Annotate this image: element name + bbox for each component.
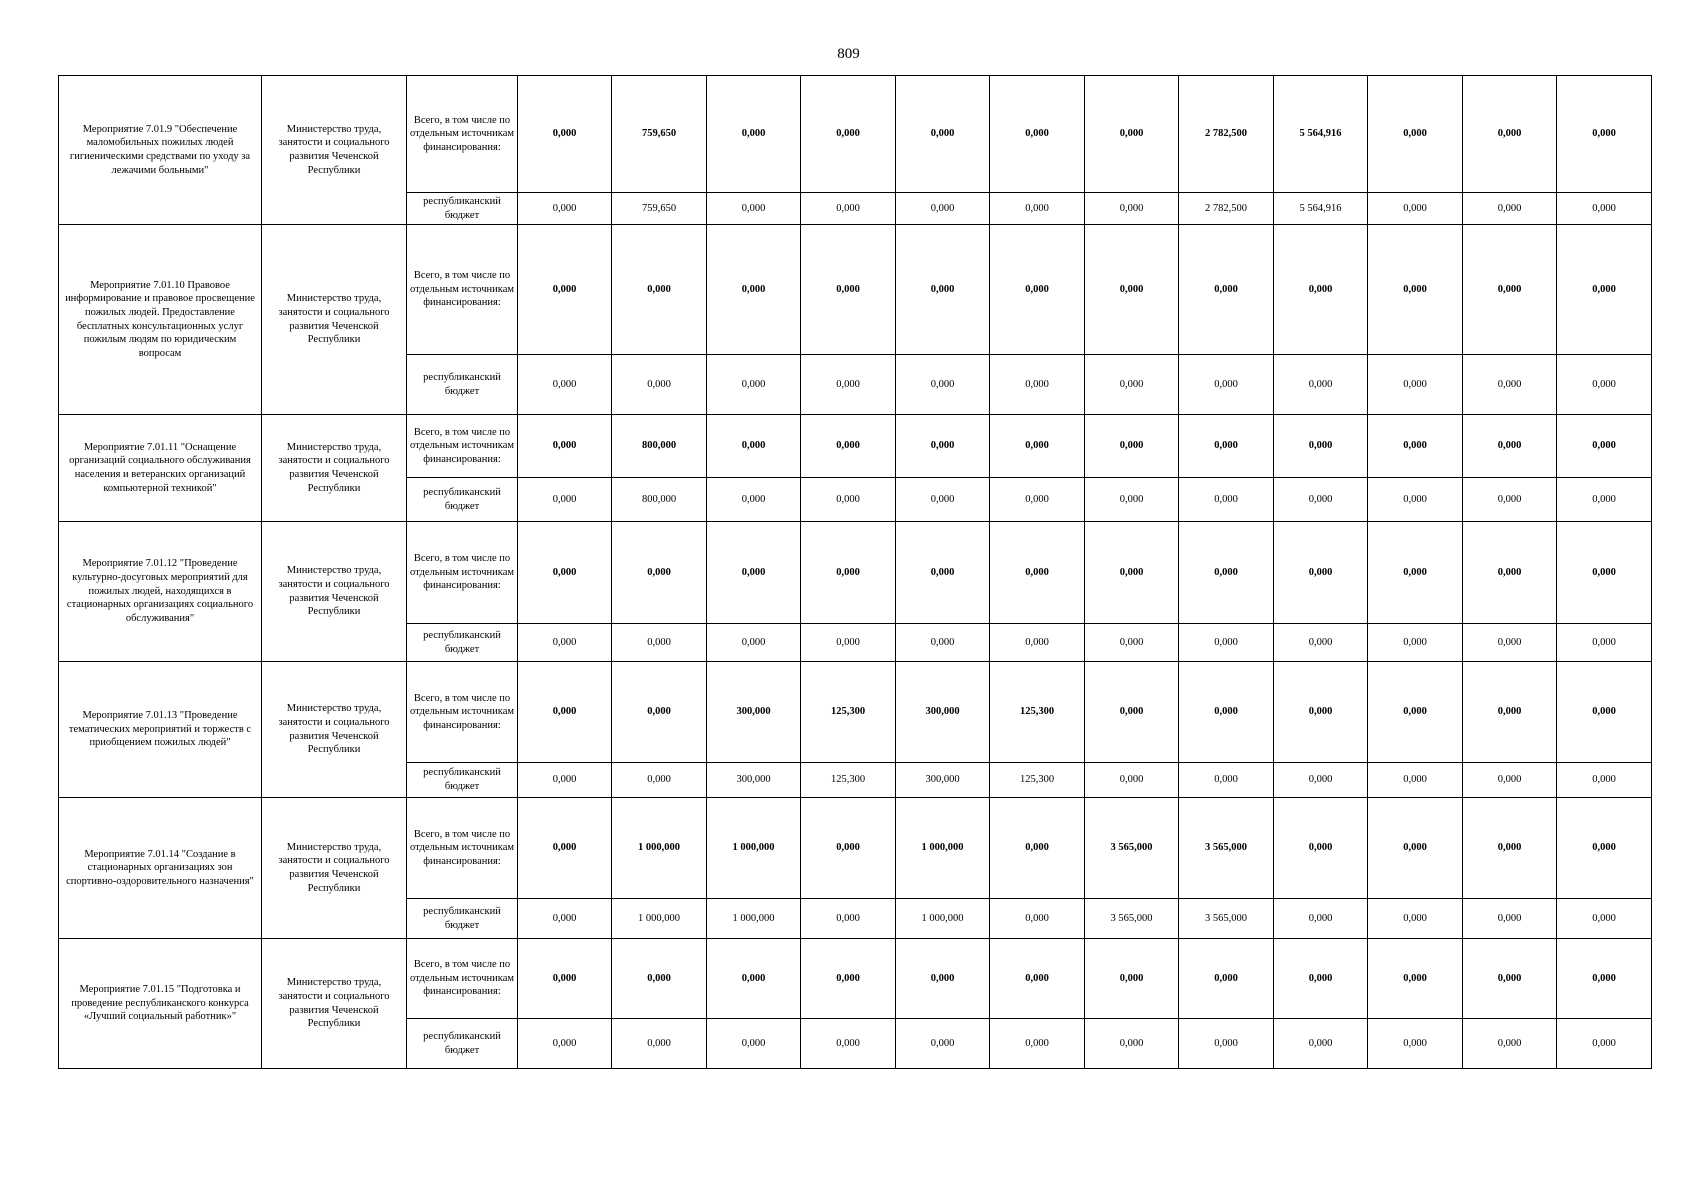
total-value-cell: 0,000 [1463, 939, 1557, 1019]
funding-table [58, 75, 1652, 1069]
budget-value-cell: 800,000 [612, 478, 707, 522]
total-value-cell: 0,000 [1179, 662, 1274, 763]
budget-value-cell: 0,000 [518, 478, 612, 522]
funding-source-budget-cell: республиканский бюджет [407, 478, 518, 522]
total-value-cell: 0,000 [1179, 939, 1274, 1019]
total-value-cell: 759,650 [612, 76, 707, 193]
budget-value-cell: 0,000 [1368, 355, 1463, 415]
total-value-cell: 0,000 [518, 662, 612, 763]
total-value-cell: 0,000 [1368, 662, 1463, 763]
budget-value-cell: 0,000 [1179, 478, 1274, 522]
budget-value-cell: 0,000 [1557, 624, 1652, 662]
budget-value-cell: 0,000 [1085, 624, 1179, 662]
total-value-cell: 0,000 [518, 522, 612, 624]
total-value-cell: 0,000 [990, 225, 1085, 355]
budget-value-cell: 1 000,000 [896, 899, 990, 939]
budget-value-cell: 0,000 [896, 1019, 990, 1069]
total-value-cell: 0,000 [896, 522, 990, 624]
budget-value-cell: 0,000 [1085, 1019, 1179, 1069]
budget-value-cell: 0,000 [1368, 478, 1463, 522]
total-value-cell: 0,000 [707, 522, 801, 624]
budget-value-cell: 0,000 [896, 193, 990, 225]
total-value-cell: 0,000 [990, 76, 1085, 193]
budget-value-cell: 0,000 [1463, 193, 1557, 225]
budget-value-cell: 300,000 [896, 763, 990, 798]
total-value-cell: 0,000 [1274, 662, 1368, 763]
total-value-cell: 0,000 [1463, 522, 1557, 624]
total-value-cell: 0,000 [1463, 415, 1557, 478]
total-value-cell: 0,000 [990, 522, 1085, 624]
table-row-total [59, 225, 1652, 355]
total-value-cell: 3 565,000 [1179, 798, 1274, 899]
budget-value-cell: 0,000 [1274, 763, 1368, 798]
total-value-cell: 0,000 [1557, 415, 1652, 478]
total-value-cell: 0,000 [801, 522, 896, 624]
total-value-cell: 0,000 [990, 798, 1085, 899]
total-value-cell: 0,000 [1463, 798, 1557, 899]
total-value-cell: 125,300 [801, 662, 896, 763]
total-value-cell: 0,000 [1463, 662, 1557, 763]
budget-value-cell: 0,000 [1274, 1019, 1368, 1069]
total-value-cell: 0,000 [518, 76, 612, 193]
total-value-cell: 0,000 [1557, 522, 1652, 624]
total-value-cell: 0,000 [518, 939, 612, 1019]
total-value-cell: 0,000 [518, 798, 612, 899]
table-body [59, 76, 1652, 1069]
total-value-cell: 1 000,000 [896, 798, 990, 899]
budget-value-cell: 125,300 [801, 763, 896, 798]
responsible-org-cell: Министерство труда, занятости и социального развития Чеченской Республики [262, 798, 407, 939]
budget-value-cell: 0,000 [612, 763, 707, 798]
event-name-cell: Мероприятие 7.01.10 Правовое информирование и правовое просвещение пожилых людей. Предоставление бесплатных консультационных услуг пожилым людям по юридическим вопросам [59, 225, 262, 415]
budget-value-cell: 1 000,000 [707, 899, 801, 939]
budget-value-cell: 0,000 [518, 763, 612, 798]
total-value-cell: 0,000 [990, 939, 1085, 1019]
total-value-cell: 0,000 [1557, 662, 1652, 763]
budget-value-cell: 0,000 [801, 193, 896, 225]
budget-value-cell: 0,000 [801, 624, 896, 662]
budget-value-cell: 0,000 [518, 1019, 612, 1069]
budget-value-cell: 0,000 [896, 478, 990, 522]
total-value-cell: 0,000 [1085, 225, 1179, 355]
budget-value-cell: 0,000 [707, 478, 801, 522]
table-row-total [59, 76, 1652, 193]
funding-source-budget-cell: республиканский бюджет [407, 899, 518, 939]
budget-value-cell: 0,000 [518, 899, 612, 939]
total-value-cell: 0,000 [801, 939, 896, 1019]
budget-value-cell: 0,000 [801, 478, 896, 522]
total-value-cell: 300,000 [896, 662, 990, 763]
funding-source-total-cell: Всего, в том числе по отдельным источникам финансирования: [407, 798, 518, 899]
budget-value-cell: 0,000 [612, 355, 707, 415]
total-value-cell: 125,300 [990, 662, 1085, 763]
total-value-cell: 0,000 [1274, 939, 1368, 1019]
total-value-cell: 0,000 [1368, 76, 1463, 193]
budget-value-cell: 0,000 [1557, 899, 1652, 939]
funding-source-budget-cell: республиканский бюджет [407, 193, 518, 225]
budget-value-cell: 0,000 [990, 355, 1085, 415]
event-name-cell: Мероприятие 7.01.15 "Подготовка и проведение республиканского конкурса «Лучший социальный работник»" [59, 939, 262, 1069]
total-value-cell: 0,000 [707, 415, 801, 478]
total-value-cell: 0,000 [1085, 522, 1179, 624]
event-name-cell: Мероприятие 7.01.9 "Обеспечение маломобильных пожилых людей гигиеническими средствами по уходу за лежачими больными" [59, 76, 262, 225]
budget-value-cell: 0,000 [1368, 1019, 1463, 1069]
event-name-cell: Мероприятие 7.01.13 "Проведение тематических мероприятий и торжеств с приобщением пожилых людей" [59, 662, 262, 798]
total-value-cell: 0,000 [1179, 225, 1274, 355]
total-value-cell: 0,000 [612, 522, 707, 624]
budget-value-cell: 300,000 [707, 763, 801, 798]
total-value-cell: 1 000,000 [707, 798, 801, 899]
budget-value-cell: 0,000 [1085, 763, 1179, 798]
total-value-cell: 1 000,000 [612, 798, 707, 899]
budget-value-cell: 0,000 [1463, 899, 1557, 939]
budget-value-cell: 0,000 [1557, 1019, 1652, 1069]
total-value-cell: 0,000 [707, 225, 801, 355]
budget-value-cell: 0,000 [707, 193, 801, 225]
budget-value-cell: 0,000 [612, 1019, 707, 1069]
total-value-cell: 0,000 [896, 415, 990, 478]
total-value-cell: 0,000 [707, 939, 801, 1019]
total-value-cell: 0,000 [1085, 415, 1179, 478]
budget-value-cell: 0,000 [896, 624, 990, 662]
total-value-cell: 0,000 [1557, 76, 1652, 193]
total-value-cell: 0,000 [896, 76, 990, 193]
total-value-cell: 0,000 [1463, 76, 1557, 193]
total-value-cell: 0,000 [1557, 225, 1652, 355]
page-number: 809 [837, 46, 860, 62]
budget-value-cell: 0,000 [990, 624, 1085, 662]
total-value-cell: 0,000 [1085, 939, 1179, 1019]
total-value-cell: 300,000 [707, 662, 801, 763]
total-value-cell: 0,000 [1274, 798, 1368, 899]
budget-value-cell: 0,000 [990, 1019, 1085, 1069]
budget-value-cell: 0,000 [1179, 763, 1274, 798]
budget-value-cell: 125,300 [990, 763, 1085, 798]
total-value-cell: 0,000 [1179, 522, 1274, 624]
budget-value-cell: 0,000 [707, 624, 801, 662]
total-value-cell: 3 565,000 [1085, 798, 1179, 899]
total-value-cell: 0,000 [1274, 522, 1368, 624]
responsible-org-cell: Министерство труда, занятости и социального развития Чеченской Республики [262, 415, 407, 522]
funding-source-total-cell: Всего, в том числе по отдельным источникам финансирования: [407, 76, 518, 193]
budget-value-cell: 0,000 [518, 355, 612, 415]
budget-value-cell: 0,000 [1274, 355, 1368, 415]
total-value-cell: 0,000 [1179, 415, 1274, 478]
event-name-cell: Мероприятие 7.01.12 "Проведение культурно-досуговых мероприятий для пожилых людей, находящихся в стационарных организациях социального обслуживания" [59, 522, 262, 662]
table-row-total [59, 415, 1652, 478]
funding-source-budget-cell: республиканский бюджет [407, 355, 518, 415]
funding-source-total-cell: Всего, в том числе по отдельным источникам финансирования: [407, 939, 518, 1019]
budget-value-cell: 0,000 [1274, 899, 1368, 939]
total-value-cell: 0,000 [1368, 415, 1463, 478]
budget-value-cell: 0,000 [1179, 1019, 1274, 1069]
funding-source-total-cell: Всего, в том числе по отдельным источникам финансирования: [407, 662, 518, 763]
budget-value-cell: 0,000 [707, 355, 801, 415]
table-row-total [59, 798, 1652, 899]
budget-value-cell: 0,000 [1085, 193, 1179, 225]
total-value-cell: 0,000 [707, 76, 801, 193]
budget-value-cell: 2 782,500 [1179, 193, 1274, 225]
total-value-cell: 5 564,916 [1274, 76, 1368, 193]
total-value-cell: 0,000 [612, 662, 707, 763]
budget-value-cell: 0,000 [1557, 193, 1652, 225]
total-value-cell: 0,000 [1085, 76, 1179, 193]
event-name-cell: Мероприятие 7.01.14 "Создание в стационарных организациях зон спортивно-оздоровительного назначения" [59, 798, 262, 939]
budget-value-cell: 0,000 [1557, 355, 1652, 415]
budget-value-cell: 0,000 [1368, 763, 1463, 798]
total-value-cell: 0,000 [990, 415, 1085, 478]
funding-source-total-cell: Всего, в том числе по отдельным источникам финансирования: [407, 522, 518, 624]
responsible-org-cell: Министерство труда, занятости и социального развития Чеченской Республики [262, 939, 407, 1069]
total-value-cell: 800,000 [612, 415, 707, 478]
budget-value-cell: 0,000 [896, 355, 990, 415]
budget-value-cell: 0,000 [1557, 763, 1652, 798]
table-row-total [59, 522, 1652, 624]
total-value-cell: 0,000 [1368, 798, 1463, 899]
budget-value-cell: 0,000 [801, 899, 896, 939]
budget-value-cell: 0,000 [990, 899, 1085, 939]
budget-value-cell: 0,000 [1463, 1019, 1557, 1069]
event-name-cell: Мероприятие 7.01.11 "Оснащение организаций социального обслуживания населения и ветеранских организаций компьютерной техникой" [59, 415, 262, 522]
responsible-org-cell: Министерство труда, занятости и социального развития Чеченской Республики [262, 225, 407, 415]
table-row-total [59, 939, 1652, 1019]
budget-value-cell: 0,000 [801, 1019, 896, 1069]
total-value-cell: 0,000 [612, 225, 707, 355]
total-value-cell: 0,000 [801, 798, 896, 899]
budget-value-cell: 0,000 [1463, 624, 1557, 662]
total-value-cell: 0,000 [896, 225, 990, 355]
funding-source-total-cell: Всего, в том числе по отдельным источникам финансирования: [407, 225, 518, 355]
budget-value-cell: 759,650 [612, 193, 707, 225]
responsible-org-cell: Министерство труда, занятости и социального развития Чеченской Республики [262, 76, 407, 225]
total-value-cell: 0,000 [1368, 225, 1463, 355]
budget-value-cell: 0,000 [1463, 763, 1557, 798]
budget-value-cell: 0,000 [1463, 355, 1557, 415]
total-value-cell: 0,000 [518, 225, 612, 355]
budget-value-cell: 0,000 [707, 1019, 801, 1069]
total-value-cell: 0,000 [1274, 415, 1368, 478]
budget-value-cell: 0,000 [990, 193, 1085, 225]
total-value-cell: 0,000 [1463, 225, 1557, 355]
funding-source-budget-cell: республиканский бюджет [407, 1019, 518, 1069]
funding-source-total-cell: Всего, в том числе по отдельным источникам финансирования: [407, 415, 518, 478]
budget-value-cell: 0,000 [1085, 355, 1179, 415]
total-value-cell: 0,000 [801, 76, 896, 193]
budget-value-cell: 0,000 [1368, 624, 1463, 662]
budget-value-cell: 0,000 [1274, 624, 1368, 662]
responsible-org-cell: Министерство труда, занятости и социального развития Чеченской Республики [262, 662, 407, 798]
budget-value-cell: 0,000 [801, 355, 896, 415]
total-value-cell: 0,000 [1557, 939, 1652, 1019]
budget-value-cell: 0,000 [518, 624, 612, 662]
budget-value-cell: 0,000 [1085, 478, 1179, 522]
total-value-cell: 0,000 [801, 415, 896, 478]
budget-value-cell: 0,000 [612, 624, 707, 662]
budget-value-cell: 0,000 [518, 193, 612, 225]
budget-value-cell: 0,000 [1179, 624, 1274, 662]
table-row-total [59, 662, 1652, 763]
budget-value-cell: 3 565,000 [1085, 899, 1179, 939]
budget-value-cell: 0,000 [1463, 478, 1557, 522]
total-value-cell: 0,000 [1274, 225, 1368, 355]
budget-value-cell: 0,000 [1179, 355, 1274, 415]
funding-source-budget-cell: республиканский бюджет [407, 624, 518, 662]
responsible-org-cell: Министерство труда, занятости и социального развития Чеченской Республики [262, 522, 407, 662]
total-value-cell: 2 782,500 [1179, 76, 1274, 193]
total-value-cell: 0,000 [612, 939, 707, 1019]
budget-value-cell: 0,000 [1368, 899, 1463, 939]
total-value-cell: 0,000 [896, 939, 990, 1019]
budget-value-cell: 0,000 [990, 478, 1085, 522]
total-value-cell: 0,000 [1368, 522, 1463, 624]
budget-value-cell: 3 565,000 [1179, 899, 1274, 939]
budget-value-cell: 1 000,000 [612, 899, 707, 939]
total-value-cell: 0,000 [801, 225, 896, 355]
funding-source-budget-cell: республиканский бюджет [407, 763, 518, 798]
total-value-cell: 0,000 [1085, 662, 1179, 763]
total-value-cell: 0,000 [1557, 798, 1652, 899]
budget-value-cell: 0,000 [1368, 193, 1463, 225]
budget-value-cell: 5 564,916 [1274, 193, 1368, 225]
budget-value-cell: 0,000 [1274, 478, 1368, 522]
budget-value-cell: 0,000 [1557, 478, 1652, 522]
total-value-cell: 0,000 [1368, 939, 1463, 1019]
total-value-cell: 0,000 [518, 415, 612, 478]
